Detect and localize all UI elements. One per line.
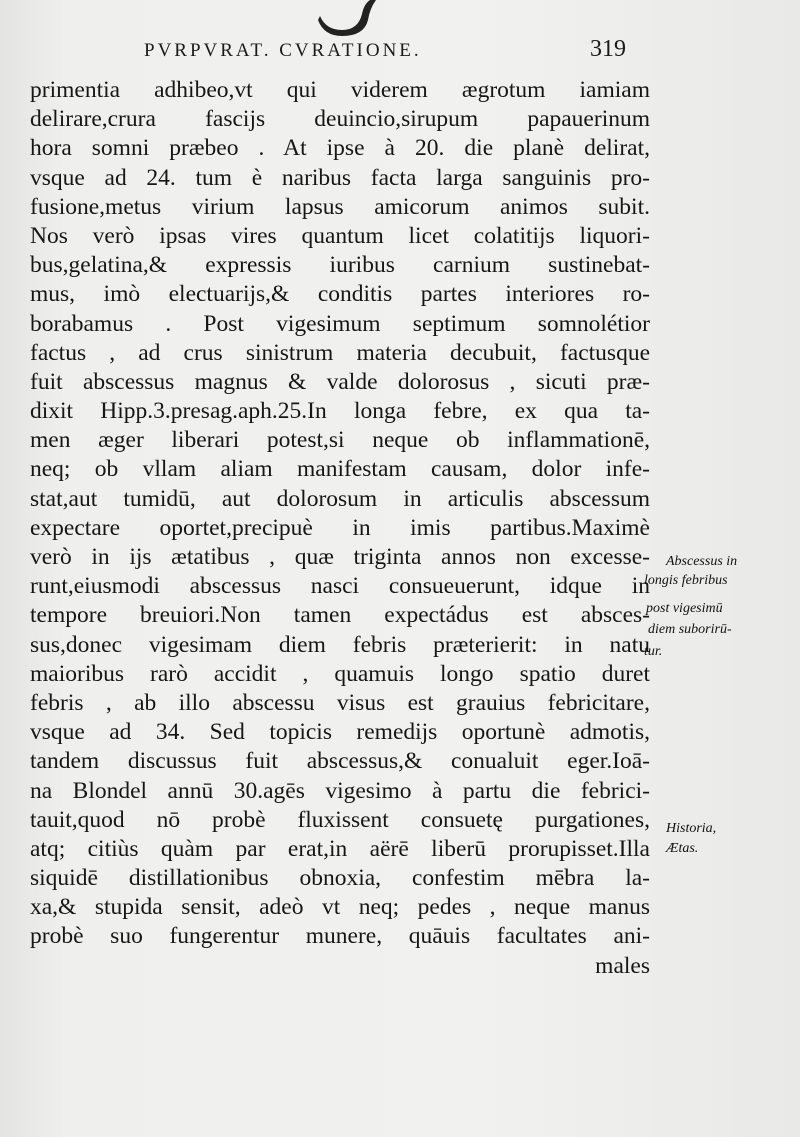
text-line: febris , ab illo abscessu visus est grauius febricitare,: [30, 689, 650, 716]
text-line: runt,eiusmodi abscessus nasci consueuerunt, idque in: [30, 573, 650, 600]
text-line: fuit abscessus magnus & valde dolorosus , sicuti præ-: [30, 368, 650, 395]
page-number: 319: [590, 36, 626, 62]
text-line: men æger liberari potest,si neque ob inflammationē,: [30, 427, 650, 454]
text-line: bus,gelatina,& expressis iuribus carnium sustinebat-: [30, 252, 650, 279]
text-line: fusione,metus virium lapsus amicorum animos subit.: [30, 193, 650, 220]
text-line: probè suo fungerentur munere, quāuis facultates ani-: [30, 923, 650, 950]
text-line: primentia adhibeo,vt qui viderem ægrotum iamiam: [30, 77, 650, 103]
text-line: na Blondel annū 30.agēs vigesimo à partu die febrici-: [30, 777, 650, 804]
margin-note: Abscessus in: [666, 554, 738, 569]
margin-note: post vigesimū: [646, 601, 723, 616]
text-line: atq; citiùs quàm par erat,in aërē liberū prorupisset.Illa: [30, 835, 650, 862]
margin-note: tur.: [644, 644, 663, 659]
text-line: borabamus . Post vigesimum septimum somnolétior: [30, 310, 650, 337]
text-line: maioribus rarò accidit , quamuis longo spatio duret: [30, 660, 650, 687]
text-line: tauit,quod nō probè fluxissent consuetę purgationes,: [30, 806, 650, 833]
text-line: neq; ob vllam aliam manifestam causam, dolor infe-: [30, 456, 650, 483]
margin-note: longis febribus: [644, 573, 728, 588]
margin-note: diem suborirū-: [648, 622, 732, 637]
body-text: [30, 76, 650, 981]
text-line: tandem discussus fuit abscessus,& conualuit eger.Ioā-: [30, 748, 650, 775]
text-line-catchword: males: [595, 952, 650, 979]
text-line: dixit Hipp.3.presag.aph.25.In longa febre, ex qua ta-: [30, 398, 650, 425]
text-line: sus,donec vigesimam diem febris præterierit: in natu: [30, 631, 650, 658]
text-line: expectare oportet,precipuè in imis partibus.Maximè: [30, 514, 650, 541]
margin-note: Ætas.: [666, 841, 699, 856]
text-line: hora somni præbeo . At ipse à 20. die planè delirat,: [30, 135, 650, 162]
ink-smudge-mark: [318, 0, 378, 38]
text-line: siquidē distillationibus obnoxia, confestim mēbra la-: [30, 865, 650, 892]
text-line: xa,& stupida sensit, adeò vt neq; pedes , neque manus: [30, 894, 650, 921]
text-line: Nos verò ipsas vires quantum licet colatitijs liquori-: [30, 222, 650, 249]
text-line: stat,aut tumidū, aut dolorosum in articulis abscessum: [30, 485, 650, 512]
text-line: mus, imò electuarijs,& conditis partes interiores ro-: [30, 281, 650, 308]
text-line: vsque ad 24. tum è naribus facta larga sanguinis pro-: [30, 164, 650, 191]
running-title: PVRPVRAT. CVRATIONE.: [144, 40, 422, 61]
text-line: vsque ad 34. Sed topicis remedijs oportunè admotis,: [30, 719, 650, 746]
text-line: verò in ijs ætatibus , quæ triginta annos non excesse-: [30, 544, 650, 570]
text-line: tempore breuiori.Non tamen expectádus est absces-: [30, 602, 650, 629]
text-line: delirare,crura fascijs deuincio,sirupum papauerinum: [30, 106, 650, 133]
text-line: factus , ad crus sinistrum materia decubuit, factusque: [30, 339, 650, 366]
margin-notes: [640, 0, 800, 1137]
margin-note: Historia,: [666, 821, 717, 836]
